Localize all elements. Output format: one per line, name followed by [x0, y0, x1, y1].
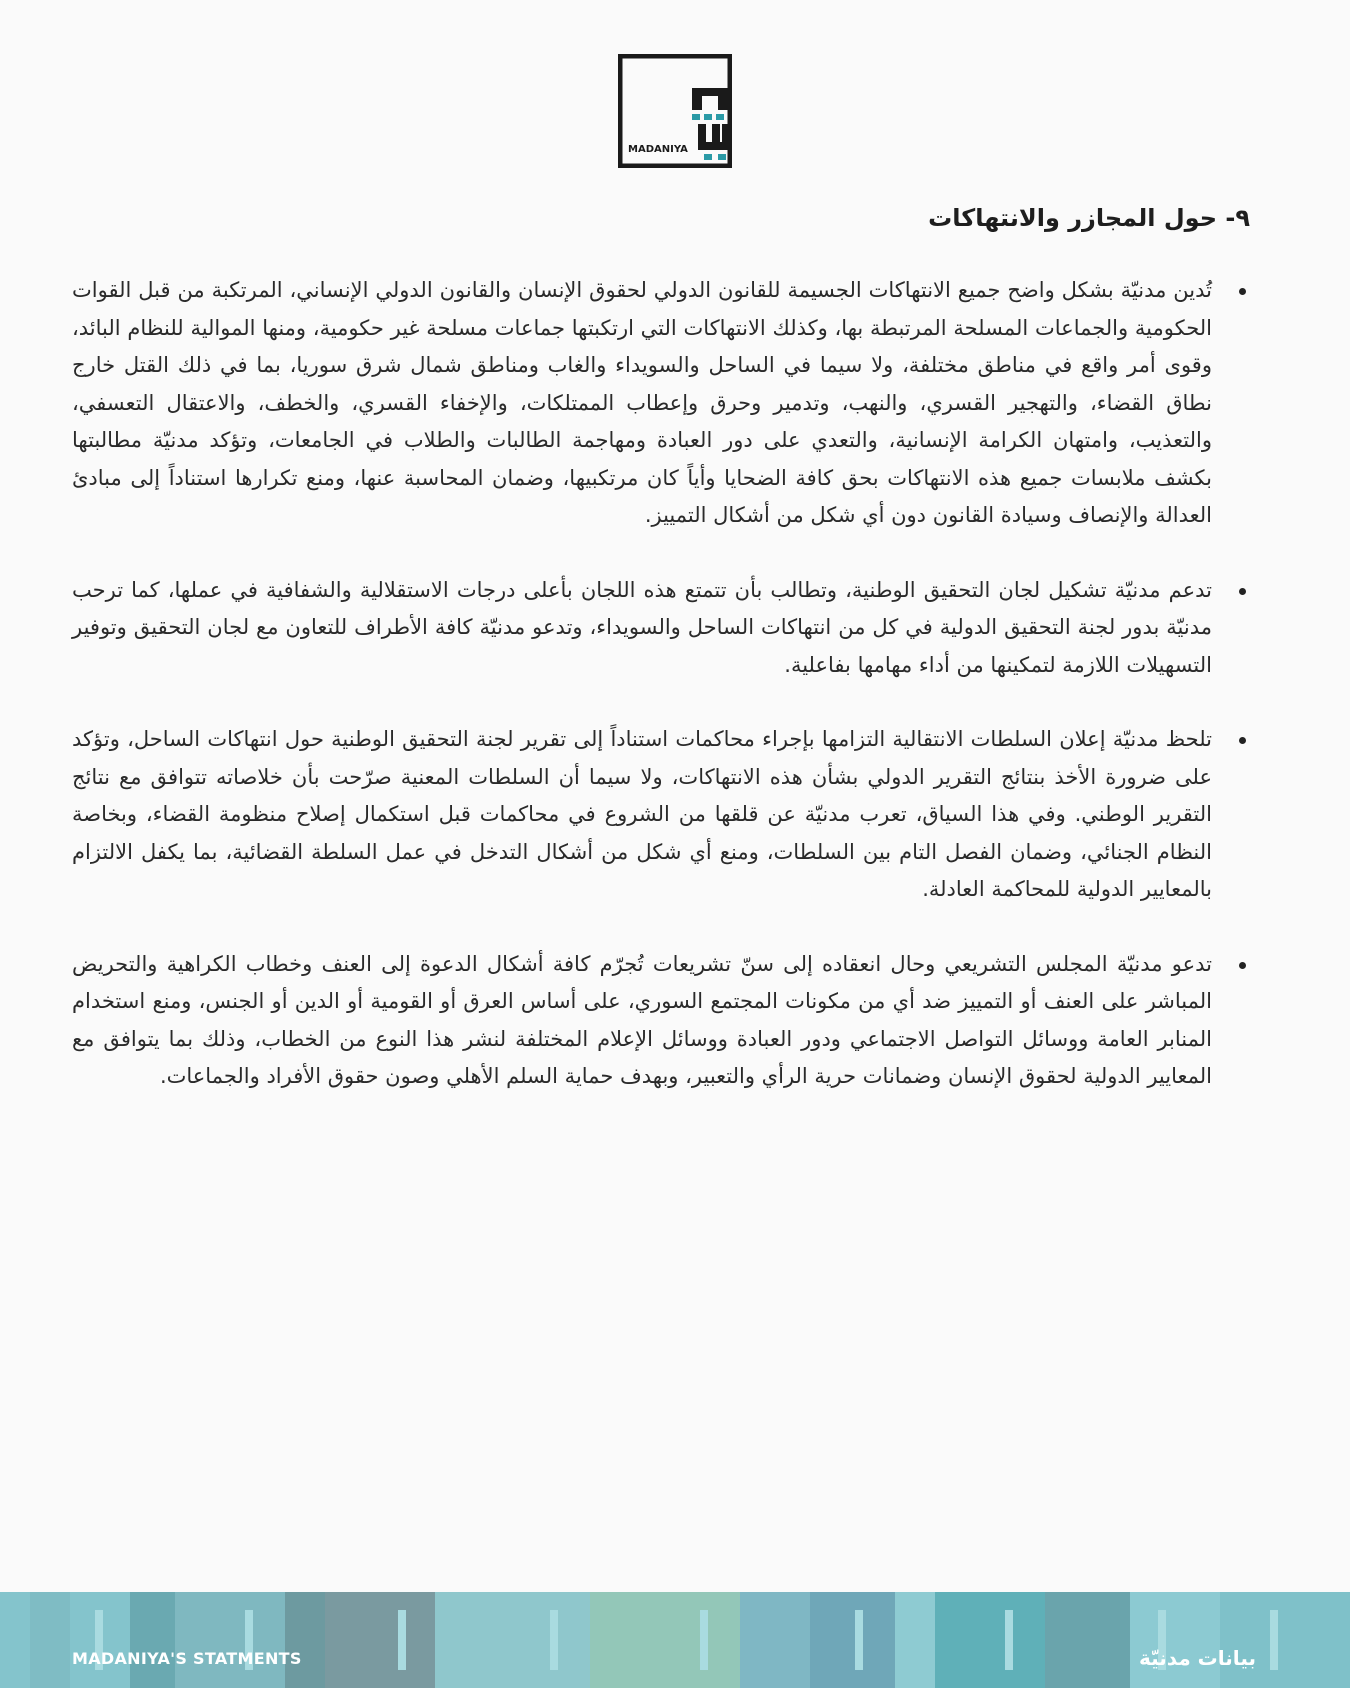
- logo-wordmark: MADANIYA: [628, 144, 688, 155]
- statement-list: [72, 272, 1212, 1133]
- footer-right-label: بيانات مدنيّة: [1138, 1646, 1256, 1670]
- statement-item: تلحظ مدنيّة إعلان السلطات الانتقالية التزامها بإجراء محاكمات استناداً إلى تقرير لجنة التحقيق الوطنية حول انتهاكات الساحل، وتؤكد على ضرورة الأخذ بنتائج التقرير الدولي بشأن هذه الانتهاكات، ولا سيما أن السلطات المعنية صرّحت بأن خلاصاته تتوافق مع نتائج التقرير الوطني. وفي هذا السياق، تعرب مدنيّة عن قلقها من الشروع في محاكمات قبل استكمال إصلاح منظومة القضاء، وبخاصة النظام الجنائي، وضمان الفصل التام بين السلطات، ومنع أي شكل من أشكال التدخل في عمل السلطة القضائية، بما يكفل الالتزام بالمعايير الدولية للمحاكمة العادلة.: [72, 721, 1212, 909]
- madaniya-logo-mark: [618, 54, 732, 168]
- section-title: ٩- حول المجازر والانتهاكات: [928, 204, 1250, 232]
- statement-item: تدعم مدنيّة تشكيل لجان التحقيق الوطنية، وتطالب بأن تتمتع هذه اللجان بأعلى درجات الاستقلالية والشفافية في عملها، كما ترحب مدنيّة بدور لجنة التحقيق الدولية في كل من انتهاكات الساحل والسويداء، وتدعو مدنيّة كافة الأطراف للتعاون مع لجان التحقيق وتوفير التسهيلات اللازمة لتمكينها من أداء مهامها بفاعلية.: [72, 572, 1212, 685]
- footer-band: [0, 1592, 1350, 1688]
- statement-item: تُدين مدنيّة بشكل واضح جميع الانتهاكات الجسيمة للقانون الدولي لحقوق الإنسان والقانون الدولي الإنساني، المرتكبة من قبل القوات الحكومية والجماعات المسلحة المرتبطة بها، وكذلك الانتهاكات التي ارتكبتها جماعات مسلحة غير حكومية، ومنها الموالية للنظام البائد، وقوى أمر واقع في مناطق مختلفة، ولا سيما في الساحل والسويداء والغاب ومناطق شمال شرق سوريا، بما في ذلك القتل خارج نطاق القضاء، والتهجير القسري، والنهب، وتدمير وحرق وإعطاب الممتلكات، والإخفاء القسري، والخطف، والاعتقال التعسفي، والتعذيب، وامتهان الكرامة الإنسانية، والتعدي على دور العبادة ومهاجمة الطالبات والطلاب في الجامعات، وتؤكد مدنيّة مطالبتها بكشف ملابسات جميع هذه الانتهاكات بحق كافة الضحايا وأياً كان مرتكبيها، وضمان المحاسبة عنها، ومنع تكرارها استناداً إلى مبادئ العدالة والإنصاف وسيادة القانون دون أي شكل من أشكال التمييز.: [72, 272, 1212, 535]
- statement-item: تدعو مدنيّة المجلس التشريعي وحال انعقاده إلى سنّ تشريعات تُجرّم كافة أشكال الدعوة إلى العنف وخطاب الكراهية والتحريض المباشر على العنف أو التمييز ضد أي من مكونات المجتمع السوري، على أساس العرق أو القومية أو الدين أو الجنس، ومنع استخدام المنابر العامة ووسائل التواصل الاجتماعي ودور العبادة ووسائل الإعلام المختلفة لنشر هذا النوع من الخطاب، وذلك بما يتوافق مع المعايير الدولية لحقوق الإنسان وضمانات حرية الرأي والتعبير، وبهدف حماية السلم الأهلي وصون حقوق الأفراد والجماعات.: [72, 946, 1212, 1096]
- footer-left-label: MADANIYA'S STATMENTS: [72, 1649, 302, 1668]
- madaniya-logo: [618, 54, 732, 168]
